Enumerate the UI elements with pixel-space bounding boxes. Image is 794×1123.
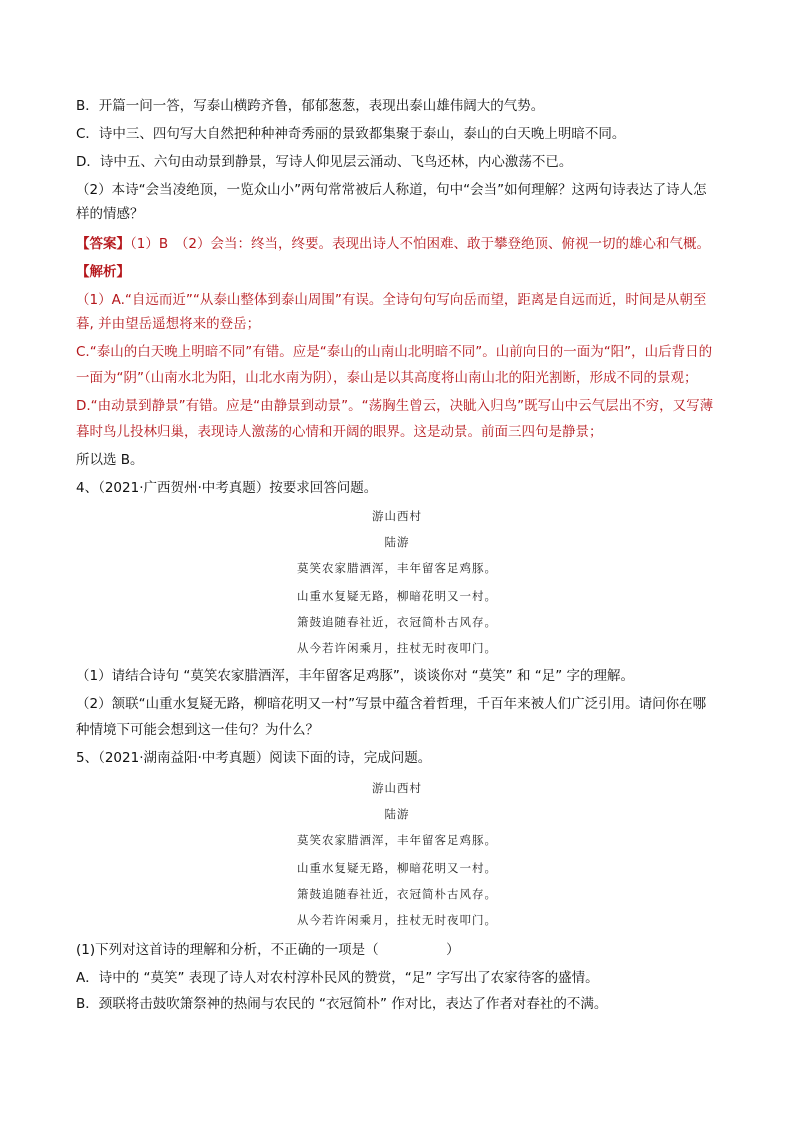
q4-heading: 4、（2021·广西贺州·中考真题）按要求回答问题。 <box>76 480 378 496</box>
q3-sub2-line2: 样的情感？ <box>76 206 144 222</box>
q5-option-a: A．诗中的 “莫笑” 表现了诗人对农村淳朴民风的赞赏，“足” 字写出了农家待客的盛情。 <box>76 970 599 986</box>
analysis-line: 暮, 并由望岳遥想将来的登岳； <box>76 316 261 332</box>
q4-sub2-line2: 种情境下可能会想到这一佳句？为什么？ <box>76 722 319 738</box>
analysis-line: D.“由动景到静景”有错。应是“由静景到动景”。“荡胸生曾云，决眦入归鸟”既写山中云气层出不穷，又写薄 <box>76 398 714 414</box>
q4-sub1: （1）请结合诗句 “莫笑农家腊酒浑，丰年留客足鸡豚”，谈谈你对 “莫笑” 和 “足” 字的理解。 <box>76 668 635 684</box>
q5-poem-author: 陆游 <box>384 807 410 821</box>
q5-option-b: B．颈联将击鼓吹箫祭神的热闹与农民的 “衣冠简朴” 作对比，表达了作者对春社的不满。 <box>76 996 608 1012</box>
q5-sub1: (1)下列对这首诗的理解和分析，不正确的一项是（ ） <box>76 942 460 958</box>
q5-heading: 5、（2021·湖南益阳·中考真题）阅读下面的诗，完成问题。 <box>76 750 432 766</box>
q4-poem-line: 从今若许闲乘月，拄杖无时夜叩门。 <box>297 641 497 655</box>
q3-sub2-line1: （2）本诗“会当凌绝顶，一览众山小”两句常常被后人称道，句中“会当”如何理解？这两句诗表达了诗人怎 <box>76 182 707 198</box>
q5-poem-line: 从今若许闲乘月，拄杖无时夜叩门。 <box>297 913 497 927</box>
q4-poem-line: 山重水复疑无路，柳暗花明又一村。 <box>297 589 497 603</box>
answer-label: 【答案】 <box>76 236 130 252</box>
q4-poem-line: 莫笑农家腊酒浑，丰年留客足鸡豚。 <box>297 561 497 575</box>
q3-option-b: B．开篇一问一答，写泰山横跨齐鲁，郁郁葱葱，表现出泰山雄伟阔大的气势。 <box>76 98 545 114</box>
analysis-line: 暮时鸟儿投林归巢，表现诗人激荡的心情和开阔的眼界。这是动景。前面三四句是静景； <box>76 424 603 440</box>
analysis-line: 一面为“阴”（山南水北为阳，山北水南为阴），泰山是以其高度将山南山北的阳光割断，形成不同的景观； <box>76 370 698 386</box>
answer-text: （1）B （2）会当：终当，终要。表现出诗人不怕困难、敢于攀登绝顶、俯视一切的雄心和气概。 <box>130 236 710 252</box>
q3-option-d: D．诗中五、六句由动景到静景，写诗人仰见层云涌动、飞鸟还林，内心激荡不已。 <box>76 154 573 170</box>
q5-poem-line: 莫笑农家腊酒浑，丰年留客足鸡豚。 <box>297 833 497 847</box>
q3-answer <box>76 234 724 254</box>
q3-option-c: C．诗中三、四句写大自然把种种神奇秀丽的景致都集聚于泰山，泰山的白天晚上明暗不同。 <box>76 126 626 142</box>
analysis-label: 【解析】 <box>76 264 130 280</box>
q3-conclusion: 所以选 B。 <box>76 452 144 468</box>
analysis-line: （1）A.“自远而近”“从泰山整体到泰山周围”有误。全诗句句写向岳而望，距离是自远而近，时间是从朝至 <box>76 292 707 308</box>
q4-poem-author: 陆游 <box>384 535 410 549</box>
q4-poem-line: 箫鼓追随春社近，衣冠简朴古风存。 <box>297 615 497 629</box>
q4-poem-title: 游山西村 <box>372 509 422 523</box>
analysis-line: C.“泰山的白天晚上明暗不同”有错。应是“泰山的山南山北明暗不同”。山前向日的一面为“阳”，山后背日的 <box>76 344 713 360</box>
q5-poem-line: 箫鼓追随春社近，衣冠简朴古风存。 <box>297 887 497 901</box>
q5-poem-title: 游山西村 <box>372 781 422 795</box>
q4-sub2-line1: （2）颔联“山重水复疑无路，柳暗花明又一村”写景中蕴含着哲理，千百年来被人们广泛引用。请问你在哪 <box>76 696 707 712</box>
q5-poem-line: 山重水复疑无路，柳暗花明又一村。 <box>297 861 497 875</box>
